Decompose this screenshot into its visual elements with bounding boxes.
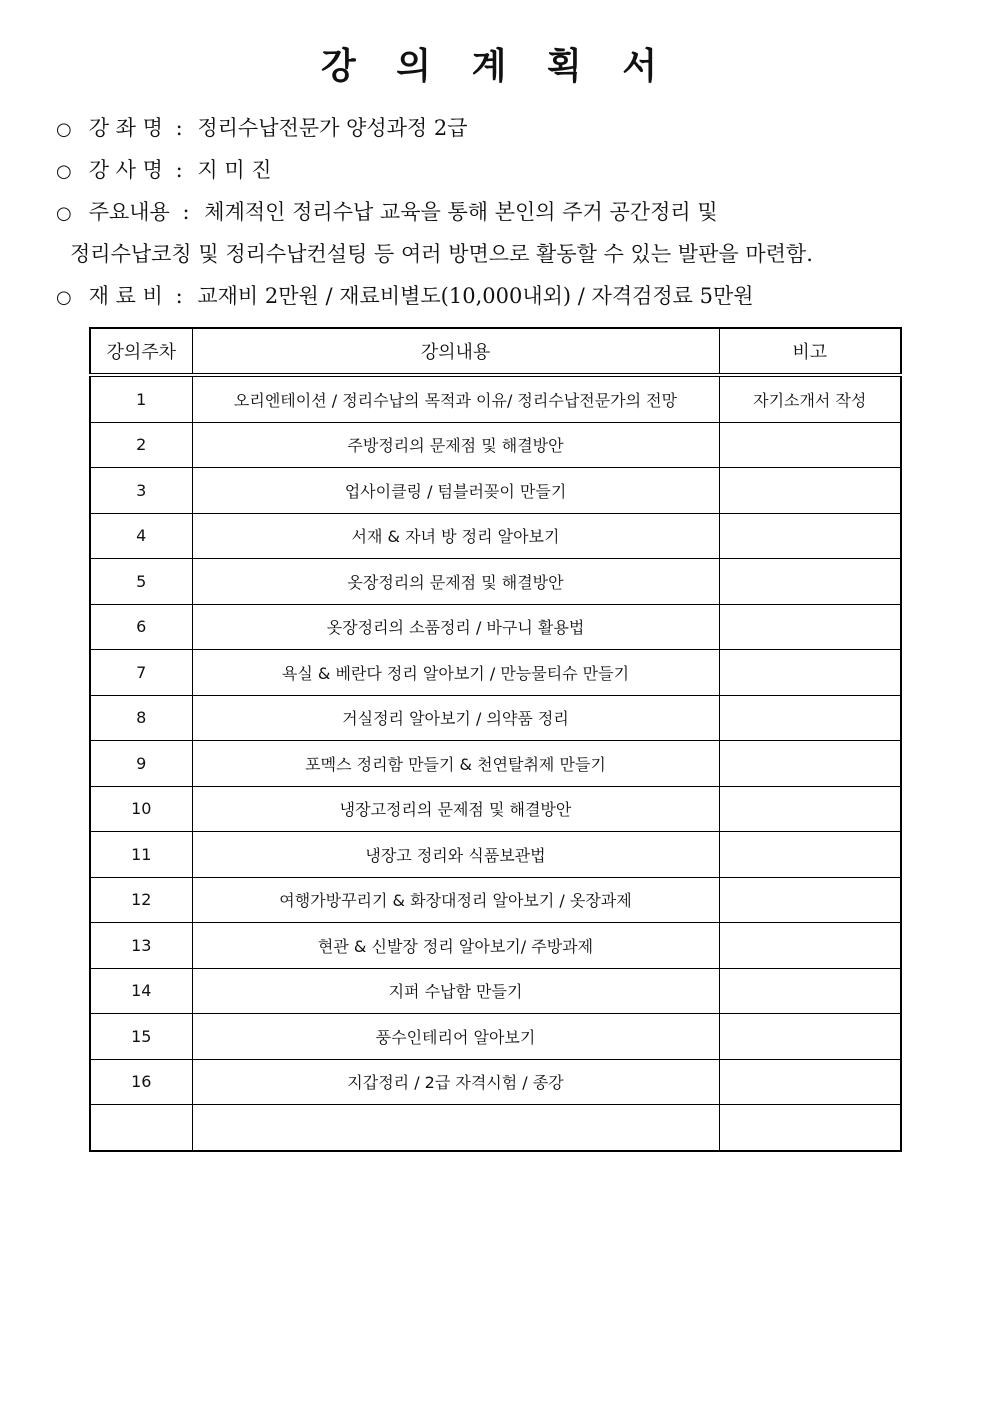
header-week: 강의주차 <box>90 328 192 375</box>
colon-separator: : <box>175 158 183 182</box>
note-cell <box>719 559 901 605</box>
week-cell: 2 <box>90 422 192 468</box>
info-fee <box>56 280 754 310</box>
circle-bullet-icon: ○ <box>56 287 72 308</box>
week-cell: 15 <box>90 1014 192 1060</box>
note-cell <box>719 968 901 1014</box>
note-cell <box>719 468 901 514</box>
fee-value: 교재비 2만원 / 재료비별도(10,000내외) / 자격검정료 5만원 <box>197 284 754 308</box>
content-cell: 여행가방꾸리기 & 화장대정리 알아보기 / 옷장과제 <box>192 877 719 923</box>
note-cell <box>719 1014 901 1060</box>
circle-bullet-icon: ○ <box>56 161 72 182</box>
week-cell <box>90 1105 192 1151</box>
week-cell: 8 <box>90 695 192 741</box>
content-cell: 서재 & 자녀 방 정리 알아보기 <box>192 513 719 559</box>
table-row <box>90 968 901 1014</box>
info-course <box>56 112 468 142</box>
note-cell <box>719 513 901 559</box>
content-cell: 옷장정리의 소품정리 / 바구니 활용법 <box>192 604 719 650</box>
content-cell: 옷장정리의 문제점 및 해결방안 <box>192 559 719 605</box>
content-cell: 현관 & 신발장 정리 알아보기/ 주방과제 <box>192 923 719 969</box>
week-cell: 9 <box>90 741 192 787</box>
circle-bullet-icon: ○ <box>56 119 72 140</box>
note-cell <box>719 741 901 787</box>
content-cell: 욕실 & 베란다 정리 알아보기 / 만능물티슈 만들기 <box>192 650 719 696</box>
note-cell <box>719 695 901 741</box>
colon-separator: : <box>175 116 183 140</box>
content-cell: 주방정리의 문제점 및 해결방안 <box>192 422 719 468</box>
content-cell: 냉장고 정리와 식품보관법 <box>192 832 719 878</box>
note-cell <box>719 923 901 969</box>
note-cell <box>719 877 901 923</box>
week-cell: 6 <box>90 604 192 650</box>
content-cell: 지퍼 수납함 만들기 <box>192 968 719 1014</box>
note-cell <box>719 650 901 696</box>
week-cell: 14 <box>90 968 192 1014</box>
week-cell: 3 <box>90 468 192 514</box>
week-cell: 13 <box>90 923 192 969</box>
week-cell: 10 <box>90 786 192 832</box>
header-note: 비고 <box>719 328 901 375</box>
table-row <box>90 1014 901 1060</box>
note-cell <box>719 786 901 832</box>
content-cell: 업사이클링 / 텀블러꽂이 만들기 <box>192 468 719 514</box>
note-cell: 자기소개서 작성 <box>719 375 901 422</box>
note-cell <box>719 1059 901 1105</box>
week-cell: 5 <box>90 559 192 605</box>
colon-separator: : <box>175 284 183 308</box>
course-value: 정리수납전문가 양성과정 2급 <box>197 116 468 140</box>
table-row <box>90 559 901 605</box>
table-row <box>90 1059 901 1105</box>
table-row <box>90 923 901 969</box>
table-row <box>90 877 901 923</box>
week-cell: 11 <box>90 832 192 878</box>
info-instructor <box>56 154 272 184</box>
document-title: 강 의 계 획 서 <box>320 46 671 87</box>
week-cell: 4 <box>90 513 192 559</box>
table-row <box>90 832 901 878</box>
content-cell: 포멕스 정리함 만들기 & 천연탈취제 만들기 <box>192 741 719 787</box>
content-cell: 거실정리 알아보기 / 의약품 정리 <box>192 695 719 741</box>
table-row <box>90 422 901 468</box>
info-content <box>56 196 718 226</box>
table-header-row <box>90 328 901 375</box>
content-cell: 냉장고정리의 문제점 및 해결방안 <box>192 786 719 832</box>
table-row <box>90 604 901 650</box>
table-row <box>90 375 901 422</box>
table-row-empty <box>90 1105 901 1151</box>
lecture-plan-table <box>89 327 902 1152</box>
note-cell <box>719 422 901 468</box>
content-cell: 오리엔테이션 / 정리수납의 목적과 이유/ 정리수납전문가의 전망 <box>192 375 719 422</box>
colon-separator: : <box>182 200 190 224</box>
course-label: 강 좌 명 <box>88 116 163 140</box>
content-cell <box>192 1105 719 1151</box>
table-row <box>90 513 901 559</box>
table-row <box>90 695 901 741</box>
note-cell <box>719 1105 901 1151</box>
content-value-line1: 체계적인 정리수납 교육을 통해 본인의 주거 공간정리 및 <box>204 200 718 224</box>
table-row <box>90 786 901 832</box>
table-row <box>90 741 901 787</box>
content-value-line2: 정리수납코칭 및 정리수납컨설팅 등 여러 방면으로 활동할 수 있는 발판을 마련함. <box>70 242 813 266</box>
note-cell <box>719 604 901 650</box>
table-row <box>90 650 901 696</box>
circle-bullet-icon: ○ <box>56 203 72 224</box>
week-cell: 1 <box>90 375 192 422</box>
content-label: 주요내용 <box>88 200 170 224</box>
note-cell <box>719 832 901 878</box>
header-content: 강의내용 <box>192 328 719 375</box>
week-cell: 16 <box>90 1059 192 1105</box>
instructor-label: 강 사 명 <box>88 158 163 182</box>
instructor-value: 지 미 진 <box>197 158 272 182</box>
fee-label: 재 료 비 <box>88 284 163 308</box>
content-cell: 지갑정리 / 2급 자격시험 / 종강 <box>192 1059 719 1105</box>
week-cell: 7 <box>90 650 192 696</box>
week-cell: 12 <box>90 877 192 923</box>
content-cell: 풍수인테리어 알아보기 <box>192 1014 719 1060</box>
table-row <box>90 468 901 514</box>
